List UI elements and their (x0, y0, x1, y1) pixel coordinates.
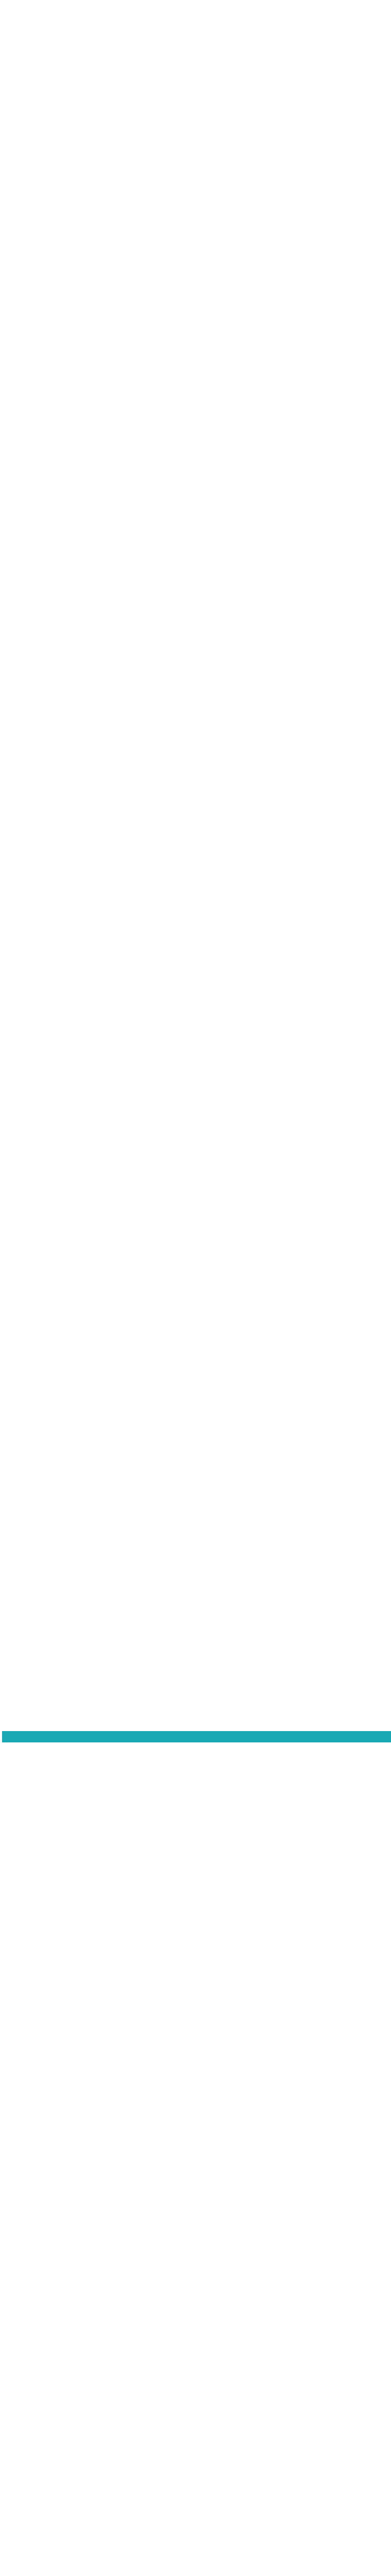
reviews-banner (2, 1731, 391, 1742)
